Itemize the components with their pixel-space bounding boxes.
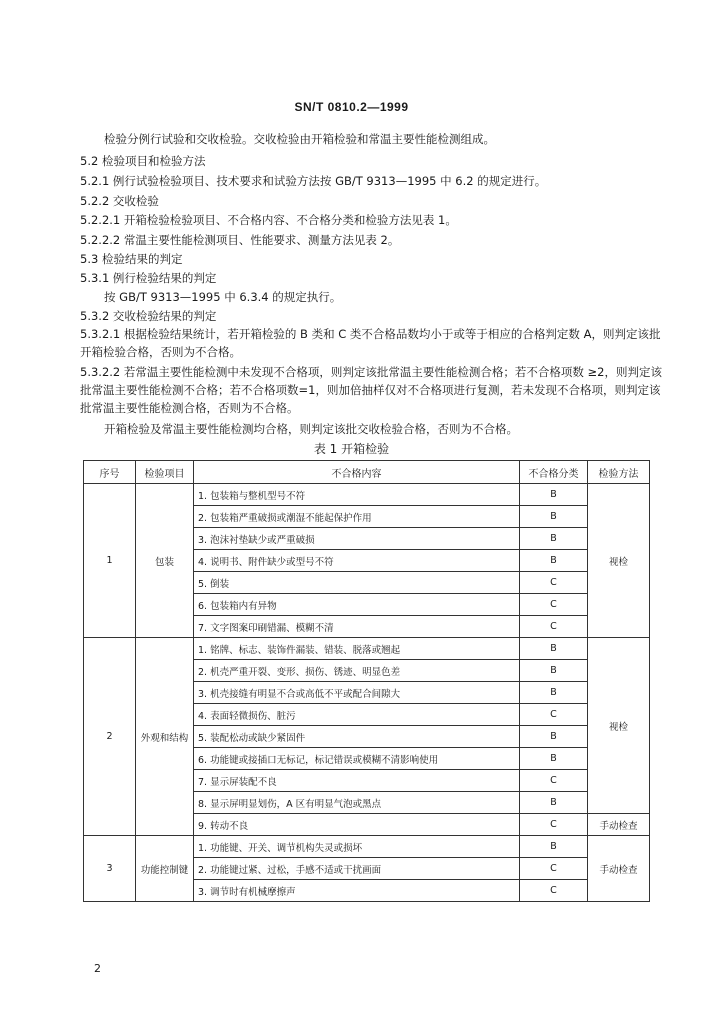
class-cell: C xyxy=(520,880,588,902)
defect-cell: 3. 调节时有机械摩擦声 xyxy=(194,880,520,902)
defect-cell: 6. 功能键或接插口无标记，标记错误或模糊不清影响使用 xyxy=(194,748,520,770)
class-cell: C xyxy=(520,858,588,880)
class-cell: B xyxy=(520,748,588,770)
class-cell: B xyxy=(520,550,588,572)
paragraph-intro: 检验分例行试验和交收检验。交收检验由开箱检验和常温主要性能检测组成。 xyxy=(104,132,495,146)
section-5-2-2: 5.2.2 交收检验 xyxy=(80,194,159,208)
table-caption: 表 1 开箱检验 xyxy=(313,442,390,456)
section-5-2-2-2: 5.2.2.2 常温主要性能检测项目、性能要求、测量方法见表 2。 xyxy=(80,233,400,247)
paragraph-5-3-1-body: 按 GB/T 9313—1995 中 6.3.4 的规定执行。 xyxy=(104,290,342,304)
class-cell: B xyxy=(520,484,588,506)
header-defect: 不合格内容 xyxy=(194,461,520,484)
section-5-2-1: 5.2.1 例行试验检验项目、技术要求和试验方法按 GB/T 9313—1995 中 6.2 的规定进行。 xyxy=(80,174,547,188)
defect-cell: 1. 铭牌、标志、装饰件漏装、错装、脱落或翘起 xyxy=(194,638,520,660)
inspection-table xyxy=(83,460,650,902)
defect-cell: 9. 转动不良 xyxy=(194,814,520,836)
header-no: 序号 xyxy=(84,461,136,484)
group-no: 1 xyxy=(84,484,136,638)
section-5-3: 5.3 检验结果的判定 xyxy=(80,252,183,266)
defect-cell: 2. 功能键过紧、过松，手感不适或干扰画面 xyxy=(194,858,520,880)
group-method: 手动检查 xyxy=(588,836,650,902)
defect-cell: 7. 显示屏装配不良 xyxy=(194,770,520,792)
header-method: 检验方法 xyxy=(588,461,650,484)
page-number: 2 xyxy=(94,962,101,975)
group-method-2: 手动检查 xyxy=(588,814,650,836)
group-item: 功能控制键 xyxy=(136,836,194,902)
class-cell: B xyxy=(520,506,588,528)
defect-cell: 3. 机壳接缝有明显不合或高低不平或配合间隙大 xyxy=(194,682,520,704)
defect-cell: 8. 显示屏明显划伤，A 区有明显气泡或黑点 xyxy=(194,792,520,814)
defect-cell: 4. 说明书、附件缺少或型号不符 xyxy=(194,550,520,572)
section-5-3-2-2: 5.3.2.2 若常温主要性能检测中未发现不合格项，则判定该批常温主要性能检测合格；若不合格项数 ≥2，则判定该批常温主要性能检测不合格；若不合格项数=1，则加倍抽样仅对不合格项进行复测，若未发现不合格项，则判定该批常温主要性能检测合格，否则为不合格。 xyxy=(80,365,662,415)
class-cell: B xyxy=(520,792,588,814)
defect-cell: 2. 包装箱严重破损或潮湿不能起保护作用 xyxy=(194,506,520,528)
table-row xyxy=(84,484,650,506)
table-row xyxy=(84,638,650,660)
group-method: 视检 xyxy=(588,484,650,638)
class-cell: C xyxy=(520,814,588,836)
group-method: 视检 xyxy=(588,638,650,814)
defect-cell: 5. 倒装 xyxy=(194,572,520,594)
header-class: 不合格分类 xyxy=(520,461,588,484)
defect-cell: 4. 表面轻微损伤、脏污 xyxy=(194,704,520,726)
section-5-2: 5.2 检验项目和检验方法 xyxy=(80,154,206,168)
defect-cell: 1. 功能键、开关、调节机构失灵或损坏 xyxy=(194,836,520,858)
section-5-2-2-1: 5.2.2.1 开箱检验检验项目、不合格内容、不合格分类和检验方法见表 1。 xyxy=(80,213,457,227)
defect-cell: 7. 文字图案印刷错漏、模糊不清 xyxy=(194,616,520,638)
group-item: 外观和结构 xyxy=(136,638,194,836)
class-cell: C xyxy=(520,704,588,726)
section-5-3-1: 5.3.1 例行检验结果的判定 xyxy=(80,271,217,285)
defect-cell: 3. 泡沫衬垫缺少或严重破损 xyxy=(194,528,520,550)
document-header: SN/T 0810.2—1999 xyxy=(294,100,409,114)
group-item: 包装 xyxy=(136,484,194,638)
class-cell: B xyxy=(520,682,588,704)
defect-cell: 5. 装配松动或缺少紧固件 xyxy=(194,726,520,748)
class-cell: C xyxy=(520,594,588,616)
class-cell: C xyxy=(520,770,588,792)
group-no: 3 xyxy=(84,836,136,902)
class-cell: B xyxy=(520,528,588,550)
class-cell: B xyxy=(520,638,588,660)
class-cell: B xyxy=(520,836,588,858)
table-header-row xyxy=(84,461,650,484)
class-cell: C xyxy=(520,572,588,594)
defect-cell: 1. 包装箱与整机型号不符 xyxy=(194,484,520,506)
class-cell: C xyxy=(520,616,588,638)
header-item: 检验项目 xyxy=(136,461,194,484)
paragraph-conclusion: 开箱检验及常温主要性能检测均合格，则判定该批交收检验合格，否则为不合格。 xyxy=(104,422,518,436)
section-5-3-2-1: 5.3.2.1 根据检验结果统计，若开箱检验的 B 类和 C 类不合格品数均小于或等于相应的合格判定数 A，则判定该批开箱检验合格，否则为不合格。 xyxy=(80,327,661,359)
table-row xyxy=(84,836,650,858)
defect-cell: 6. 包装箱内有异物 xyxy=(194,594,520,616)
section-5-3-2: 5.3.2 交收检验结果的判定 xyxy=(80,309,217,323)
defect-cell: 2. 机壳严重开裂、变形、损伤、锈迹、明显色差 xyxy=(194,660,520,682)
group-no: 2 xyxy=(84,638,136,836)
class-cell: B xyxy=(520,660,588,682)
class-cell: B xyxy=(520,726,588,748)
